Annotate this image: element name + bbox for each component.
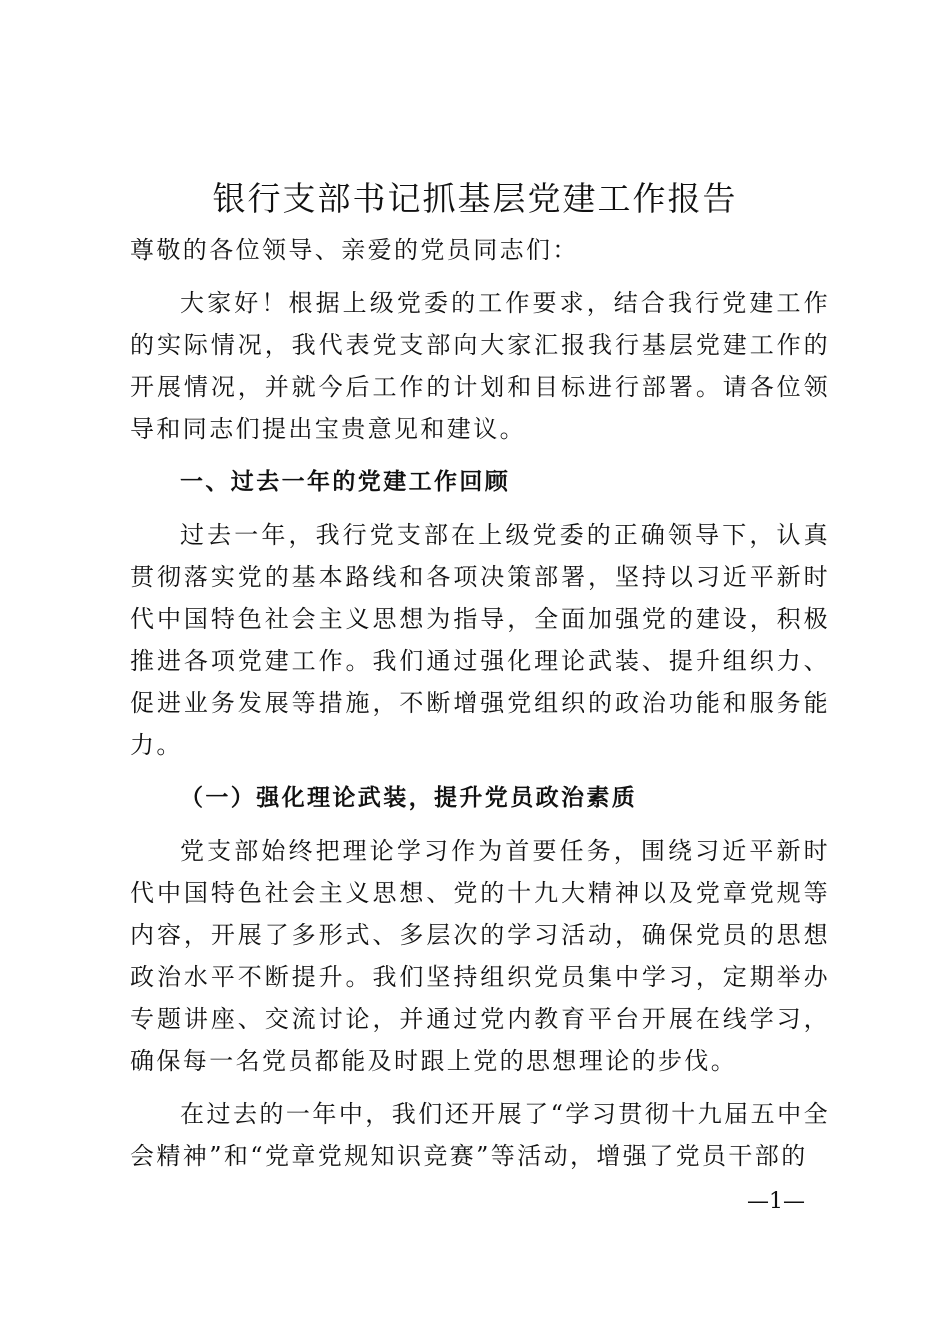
document-body <box>130 229 830 1177</box>
subsection-1-paragraph-1: 党支部始终把理论学习作为首要任务，围绕习近平新时代中国特色社会主义思想、党的十九大精神以及党章党规等内容，开展了多形式、多层次的学习活动，确保党员的思想政治水平不断提升。我们坚持组织党员集中学习，定期举办专题讲座、交流讨论，并通过党内教育平台开展在线学习，确保每一名党员都能及时跟上党的思想理论的步伐。 <box>130 837 830 1075</box>
subsection-1-paragraph-2: 在过去的一年中，我们还开展了“学习贯彻十九届五中全会精神”和“党章党规知识竞赛”等活动，增强了党员干部的 <box>130 1100 830 1170</box>
intro-paragraph: 大家好！根据上级党委的工作要求，结合我行党建工作的实际情况，我代表党支部向大家汇报我行基层党建工作的开展情况，并就今后工作的计划和目标进行部署。请各位领导和同志们提出宝贵意见和建议。 <box>130 289 830 443</box>
salutation: 尊敬的各位领导、亲爱的党员同志们： <box>130 236 579 264</box>
section-1-paragraph: 过去一年，我行党支部在上级党委的正确领导下，认真贯彻落实党的基本路线和各项决策部署，坚持以习近平新时代中国特色社会主义思想为指导，全面加强党的建设，积极推进各项党建工作。我们通过强化理论武装、提升组织力、促进业务发展等措施，不断增强党组织的政治功能和服务能力。 <box>130 521 830 759</box>
subsection-heading-1: （一）强化理论武装，提升党员政治素质 <box>180 784 638 811</box>
page-number: —1— <box>747 1189 805 1214</box>
document-title: 银行支部书记抓基层党建工作报告 <box>212 179 738 218</box>
section-heading-1: 一、过去一年的党建工作回顾 <box>180 469 511 495</box>
